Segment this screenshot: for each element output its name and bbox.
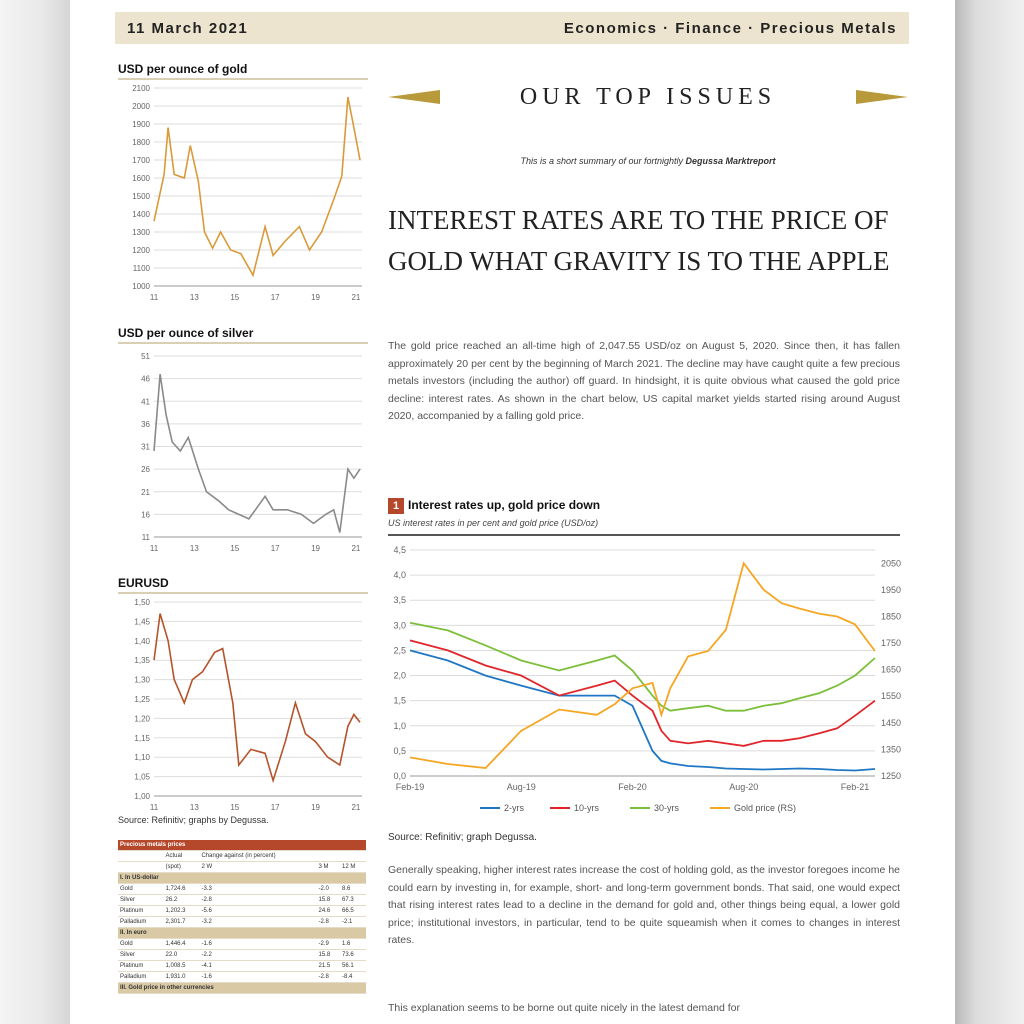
- table-row: [118, 950, 366, 961]
- eurusd-chart-title: EURUSD: [118, 576, 169, 590]
- header-band: [115, 12, 909, 44]
- table-cell: Silver: [118, 950, 164, 961]
- table-cell: [118, 862, 164, 873]
- x-tick-label: Feb-20: [618, 782, 647, 792]
- table-cell: 67.3: [340, 895, 366, 906]
- table-cell: Platinum: [118, 961, 164, 972]
- table-cell: Gold: [118, 939, 164, 950]
- figure-rule: [388, 534, 900, 536]
- figure-source: Source: Refinitiv; graph Degussa.: [388, 832, 537, 843]
- table-section-header: [118, 983, 366, 994]
- top-issues-banner: [388, 82, 908, 112]
- y-tick-label: 31: [141, 442, 150, 452]
- table-cell: -4.1: [200, 961, 317, 972]
- table-section-header: [118, 928, 366, 939]
- table-cell: (spot): [164, 862, 200, 873]
- x-tick-label: Feb-21: [840, 782, 870, 792]
- table-cell: Palladium: [118, 972, 164, 983]
- table-cell: I. In US-dollar: [118, 873, 366, 884]
- y-tick-label: 36: [141, 419, 150, 429]
- x-tick-label: 13: [189, 293, 199, 302]
- table-cell: -1.6: [200, 939, 317, 950]
- silver-chart-title: USD per ounce of silver: [118, 326, 254, 340]
- y-right-tick-label: 1650: [881, 664, 902, 675]
- legend-label: 2-yrs: [504, 803, 524, 813]
- series-line: [154, 614, 360, 781]
- gold-chart-rule: [118, 78, 368, 80]
- table-cell: 8.6: [340, 884, 366, 895]
- y-tick-label: 41: [141, 397, 150, 407]
- y-right-tick-label: 1350: [881, 744, 902, 755]
- table-cell: [118, 851, 164, 862]
- top-issues-heading: OUR TOP ISSUES: [519, 83, 777, 110]
- y-right-tick-label: 1850: [881, 611, 902, 622]
- table-cell: 21.5: [316, 961, 340, 972]
- table-cell: 1,446.4: [164, 939, 200, 950]
- x-tick-label: 21: [351, 293, 361, 302]
- y-tick-label: 1400: [132, 210, 150, 219]
- y-tick-label: 0,5: [393, 745, 406, 756]
- x-tick-label: 21: [351, 544, 361, 553]
- y-tick-label: 1000: [132, 282, 150, 291]
- y-tick-label: 26: [141, 465, 150, 475]
- x-tick-label: Aug-19: [506, 782, 536, 792]
- y-tick-label: 1,10: [134, 753, 150, 763]
- y-tick-label: 1200: [132, 246, 150, 255]
- table-cell: 56.1: [340, 961, 366, 972]
- y-tick-label: 2000: [132, 102, 150, 111]
- x-tick-label: Feb-19: [395, 782, 425, 792]
- table-row: [118, 961, 366, 972]
- x-tick-label: 13: [189, 544, 199, 553]
- y-tick-label: 4,5: [393, 545, 406, 555]
- table-row: [118, 939, 366, 950]
- series-line: [410, 650, 875, 770]
- y-tick-label: 1700: [132, 156, 150, 165]
- y-tick-label: 1,0: [393, 720, 406, 731]
- table-cell: -5.6: [200, 906, 317, 917]
- table-cell: 26.2: [164, 895, 200, 906]
- table-cell: 1,724.6: [164, 884, 200, 895]
- y-tick-label: 1100: [132, 264, 150, 273]
- page-shadow-left: [0, 0, 70, 1024]
- y-tick-label: 1500: [132, 192, 150, 201]
- table-cell: -2.0: [316, 884, 340, 895]
- y-tick-label: 1,30: [134, 675, 150, 685]
- table-cell: 2,301.7: [164, 917, 200, 928]
- y-tick-label: 1900: [132, 120, 150, 129]
- header-date: 11 March 2021: [127, 19, 249, 37]
- table-row: [118, 972, 366, 983]
- table-column-header: [118, 851, 366, 862]
- table-cell: -8.4: [340, 972, 366, 983]
- silver-chart-rule: [118, 342, 368, 344]
- table-cell: 3 M: [316, 862, 340, 873]
- table-title: Precious metals prices: [118, 840, 366, 851]
- table-cell: 2 W: [200, 862, 317, 873]
- table-cell: 1,008.5: [164, 961, 200, 972]
- x-tick-label: 15: [230, 803, 240, 812]
- x-tick-label: 19: [311, 293, 321, 302]
- y-tick-label: 0,0: [393, 771, 406, 781]
- eurusd-chart-rule: [118, 592, 368, 594]
- y-tick-label: 3,5: [393, 595, 406, 606]
- series-line: [410, 623, 875, 711]
- x-tick-label: 11: [149, 293, 159, 302]
- y-tick-label: 2,5: [393, 645, 406, 656]
- x-tick-label: Aug-20: [729, 782, 759, 792]
- table-cell: Gold: [118, 884, 164, 895]
- y-right-tick-label: 1550: [881, 691, 902, 702]
- y-right-tick-label: 1950: [881, 584, 902, 595]
- article-paragraph-3: This explanation seems to be borne out quite nicely in the latest demand for: [388, 1002, 740, 1014]
- table-cell: [340, 851, 366, 862]
- y-tick-label: 1,15: [134, 733, 150, 743]
- y-tick-label: 1,50: [134, 598, 150, 607]
- document-page: [70, 0, 955, 1024]
- x-tick-label: 17: [270, 803, 280, 812]
- table-cell: -2.8: [316, 917, 340, 928]
- y-tick-label: 1,40: [134, 636, 150, 646]
- table-row: [118, 895, 366, 906]
- table-cell: [316, 851, 340, 862]
- silver-price-chart: [118, 350, 368, 555]
- x-tick-label: 21: [351, 803, 361, 812]
- y-tick-label: 21: [141, 487, 150, 497]
- y-tick-label: 1300: [132, 228, 150, 237]
- x-tick-label: 19: [311, 544, 321, 553]
- table-cell: 15.8: [316, 950, 340, 961]
- table-cell: 24.6: [316, 906, 340, 917]
- table-cell: 1,931.0: [164, 972, 200, 983]
- y-tick-label: 1,45: [134, 617, 150, 627]
- y-tick-label: 1,20: [134, 714, 150, 724]
- x-tick-label: 11: [149, 803, 159, 812]
- table-column-subheader: [118, 862, 366, 873]
- table-cell: 15.8: [316, 895, 340, 906]
- article-headline: INTEREST RATES ARE TO THE PRICE OF GOLD WHAT GRAVITY IS TO THE APPLE: [388, 205, 890, 276]
- article-paragraph-2: Generally speaking, higher interest rates increase the cost of holding gold, as the investor foregoes income he could earn by investing in, for example, short- and long-term government bonds. That said, one would expect that rising interest rates lead to a decline in the demand for gold and, other things being equal, a lower gold price; institutional investors, in particular, tend to be quite squeamish when it comes to changes in interest rates.: [388, 864, 900, 946]
- table-cell: -1.6: [200, 972, 317, 983]
- table-cell: -2.9: [316, 939, 340, 950]
- y-tick-label: 1,35: [134, 656, 150, 666]
- sidebar-source: Source: Refinitiv; graphs by Degussa.: [118, 815, 269, 825]
- x-tick-label: 13: [189, 803, 199, 812]
- table-cell: Palladium: [118, 917, 164, 928]
- y-tick-label: 1,25: [134, 695, 150, 704]
- gold-price-chart: [118, 82, 368, 304]
- left-arrow-ornament: [388, 90, 440, 104]
- interest-rates-gold-chart: [380, 540, 925, 825]
- y-tick-label: 51: [141, 352, 150, 361]
- x-tick-label: 17: [270, 293, 280, 302]
- table-cell: -2.8: [200, 895, 317, 906]
- table-cell: Actual: [164, 851, 200, 862]
- y-tick-label: 4,0: [393, 570, 406, 581]
- table-cell: -2.1: [340, 917, 366, 928]
- table-cell: 22.0: [164, 950, 200, 961]
- table-cell: 12 M: [340, 862, 366, 873]
- table-cell: Platinum: [118, 906, 164, 917]
- table-cell: 73.6: [340, 950, 366, 961]
- summary-line: This is a short summary of our fortnightly Degussa Marktreport: [520, 156, 776, 166]
- x-tick-label: 15: [230, 544, 240, 553]
- y-tick-label: 1,00: [134, 792, 150, 801]
- table-cell: -3.3: [200, 884, 317, 895]
- series-line: [154, 374, 360, 532]
- figure-title: Interest rates up, gold price down: [408, 498, 601, 512]
- eurusd-chart: [118, 596, 368, 814]
- header-topics: Economics · Finance · Precious Metals: [563, 19, 897, 37]
- table-cell: II. In euro: [118, 928, 366, 939]
- table-cell: -3.2: [200, 917, 317, 928]
- y-tick-label: 1,05: [134, 772, 150, 782]
- x-tick-label: 15: [230, 293, 240, 302]
- table-cell: -2.8: [316, 972, 340, 983]
- table-cell: III. Gold price in other currencies: [118, 983, 366, 994]
- legend-label: 10-yrs: [574, 803, 600, 813]
- table-row: [118, 906, 366, 917]
- y-tick-label: 2,0: [393, 670, 406, 681]
- article-paragraph-1: The gold price reached an all-time high of 2,047.55 USD/oz on August 5, 2020. Since then, it has fallen approximately 20 per cent by the beginning of March 2021. The decline may have caught quite a few precious metals investors (including the author) off guard. In hindsight, it is quite obvious what caused the gold price decline: interest rates. As shown in the chart below, US capital market yields started rising around August 2020, accompanied by a falling gold price.: [388, 340, 900, 422]
- table-cell: 1.6: [340, 939, 366, 950]
- table-cell: 66.5: [340, 906, 366, 917]
- precious-metals-table: [118, 840, 366, 994]
- y-tick-label: 46: [141, 374, 150, 384]
- table-cell: Silver: [118, 895, 164, 906]
- figure-subtitle: US interest rates in per cent and gold price (USD/oz): [388, 518, 599, 528]
- legend-label: Gold price (RS): [734, 803, 797, 813]
- table-row: [118, 917, 366, 928]
- y-tick-label: 2100: [132, 84, 150, 93]
- gold-chart-title: USD per ounce of gold: [118, 62, 248, 76]
- y-tick-label: 3,0: [393, 620, 406, 631]
- figure-number: 1: [388, 498, 404, 514]
- y-tick-label: 1800: [132, 138, 150, 147]
- right-arrow-ornament: [856, 90, 908, 104]
- x-tick-label: 19: [311, 803, 321, 812]
- y-right-tick-label: 1450: [881, 717, 902, 728]
- y-tick-label: 16: [141, 510, 150, 520]
- table-cell: 1,202.3: [164, 906, 200, 917]
- table-section-header: [118, 873, 366, 884]
- legend-label: 30-yrs: [654, 803, 680, 813]
- page-shadow-right: [955, 0, 1024, 1024]
- table-row: [118, 884, 366, 895]
- y-right-tick-label: 1750: [881, 638, 902, 649]
- y-tick-label: 1,5: [393, 695, 406, 706]
- y-tick-label: 1600: [132, 174, 150, 183]
- y-right-tick-label: 1250: [881, 771, 902, 781]
- table-cell: -2.2: [200, 950, 317, 961]
- y-tick-label: 11: [141, 533, 150, 542]
- table-cell: Change against (in percent): [200, 851, 317, 862]
- x-tick-label: 11: [149, 544, 159, 553]
- x-tick-label: 17: [270, 544, 280, 553]
- y-right-tick-label: 2050: [881, 558, 902, 569]
